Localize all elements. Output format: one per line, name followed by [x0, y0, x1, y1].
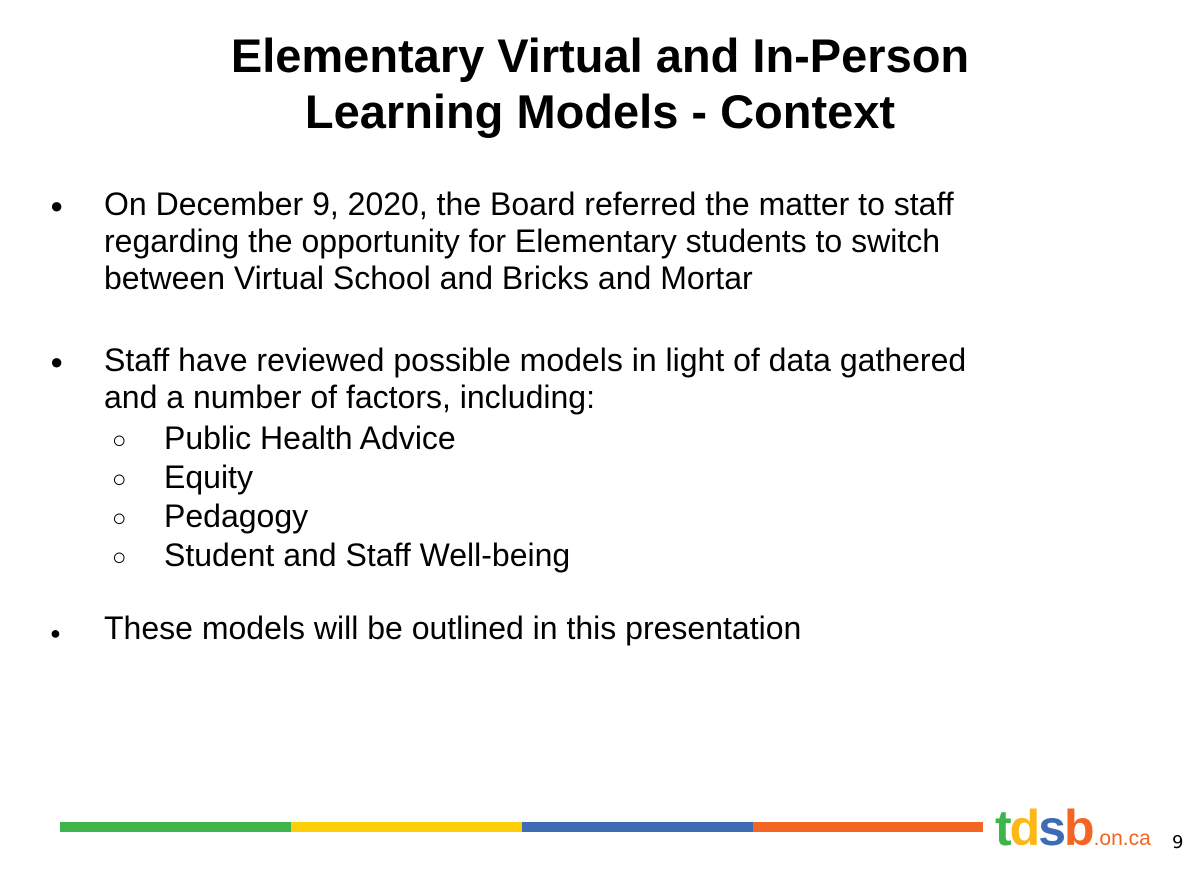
bullet-marker: ●: [50, 623, 61, 643]
bullet-marker: ●: [50, 193, 64, 218]
logo-letter-d: d: [1009, 800, 1039, 856]
bullet-line: These models will be outlined in this presentation: [104, 610, 802, 646]
tdsb-logo: [995, 800, 1151, 867]
footer-bar-segment-green: [60, 822, 291, 832]
sub-item-text: Public Health Advice: [164, 420, 456, 456]
sub-item-text: Pedagogy: [164, 498, 309, 534]
page-number: 9: [1172, 832, 1184, 853]
slide-title-line-1: Elementary Virtual and In-Person: [230, 29, 970, 82]
sub-bullet-marker: ○: [112, 544, 127, 571]
footer-bar-segment-blue: [522, 822, 753, 832]
sub-bullet-marker: ○: [112, 466, 127, 493]
bullet-line: Staff have reviewed possible models in light of data gathered: [104, 342, 967, 378]
logo-letter-b: b: [1064, 800, 1093, 856]
bullet-line: and a number of factors, including:: [104, 379, 595, 415]
sub-bullet-marker: ○: [112, 427, 127, 454]
logo-letter-t: t: [995, 800, 1010, 856]
bullet-line: between Virtual School and Bricks and Mortar: [104, 260, 753, 296]
slide-title: [0, 28, 1200, 140]
logo-suffix: .on.ca: [1093, 827, 1151, 850]
bullet-text: [104, 342, 1164, 416]
footer-bar-segment-orange: [753, 822, 983, 832]
sub-bullet-marker: ○: [112, 505, 127, 532]
bullet-line: On December 9, 2020, the Board referred the matter to staff: [104, 186, 954, 222]
bullet-marker: ●: [50, 349, 64, 374]
logo-letter-s: s: [1038, 800, 1065, 856]
sub-item-text: Student and Staff Well-being: [164, 537, 571, 573]
bullet-text: [104, 610, 1164, 647]
sub-item-text: Equity: [164, 459, 253, 495]
bullet-text: [104, 186, 1164, 297]
footer-bar-segment-yellow: [291, 822, 522, 832]
bullet-line: regarding the opportunity for Elementary students to switch: [104, 223, 940, 259]
slide-title-line-2: Learning Models - Context: [304, 85, 896, 138]
